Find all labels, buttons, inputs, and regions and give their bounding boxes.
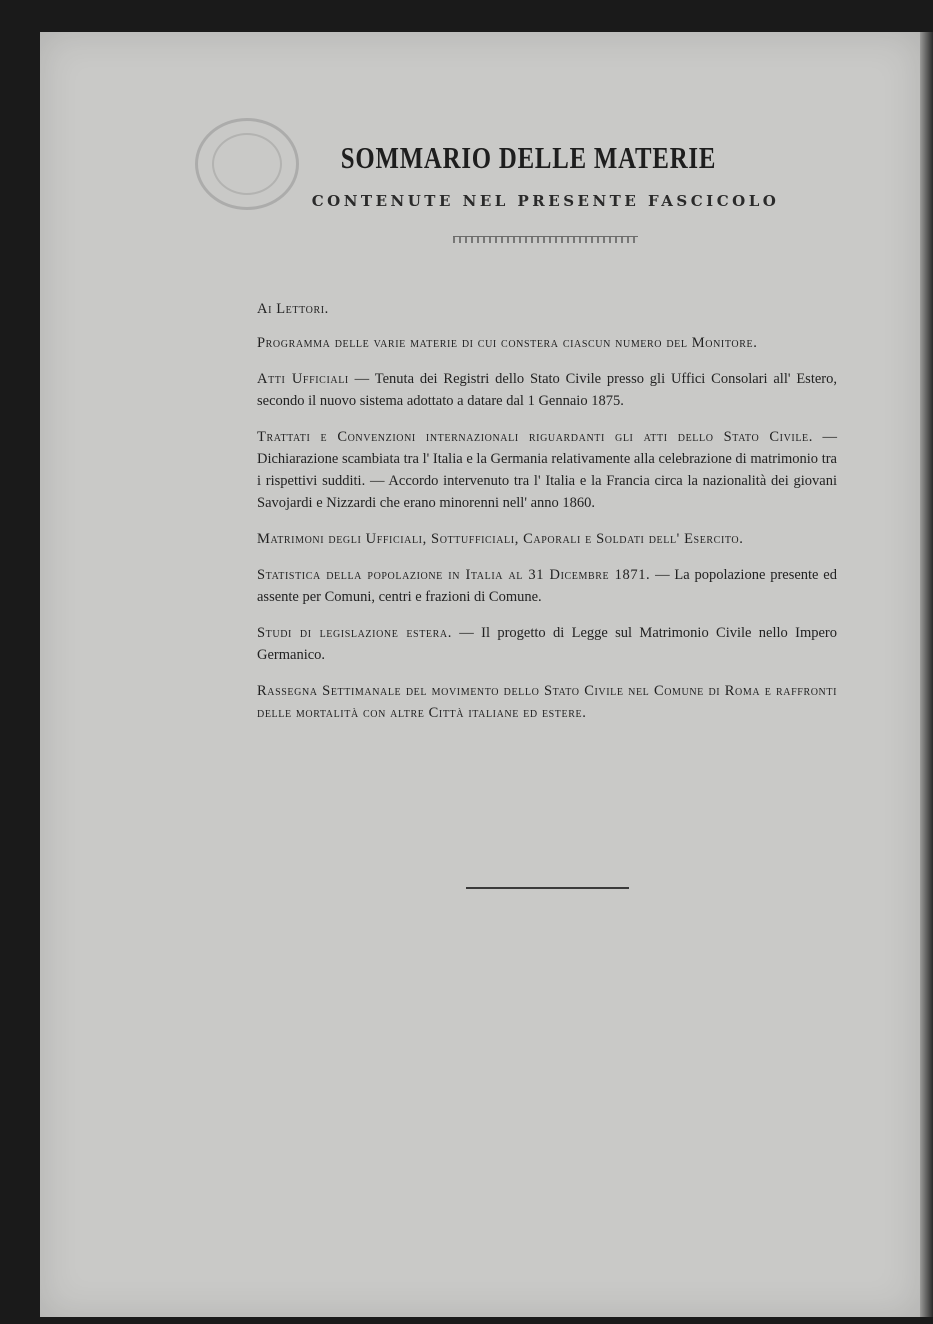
contents-list (257, 298, 837, 738)
closing-rule (466, 887, 629, 889)
entry-heading: Trattati e Convenzioni internazionali riguardanti gli atti dello Stato Civile. (257, 429, 813, 445)
entry-heading: Ai Lettori. (257, 301, 329, 317)
contents-entry (257, 528, 837, 550)
contents-entry (257, 564, 837, 608)
entry-heading: Studi di legislazione estera. (257, 625, 452, 641)
contents-entry (257, 368, 837, 412)
contents-entry (257, 622, 837, 666)
entry-heading: Matrimoni degli Ufficiali, Sottufficiali, Caporali e Soldati dell' Esercito. (257, 531, 744, 547)
entry-body: — Tenuta dei Registri dello Stato Civile presso gli Uffici Consolari all' Estero, secondo il nuovo sistema adottato a datare dal 1 Gennaio 1875. (257, 371, 837, 409)
entry-heading: Statistica della popolazione in Italia al 31 Dicembre 1871. (257, 567, 651, 583)
contents-entry (257, 332, 837, 354)
entry-heading: Rassegna Settimanale del movimento dello Stato Civile nel Comune di Roma e raffronti delle mortalità con altre Città italiane ed estere. (257, 683, 837, 721)
contents-entry (257, 426, 837, 514)
title-ornament (453, 236, 638, 243)
page-edge (920, 32, 933, 1317)
page-title: SOMMARIO DELLE MATERIE (340, 140, 717, 175)
contents-entry (257, 680, 837, 724)
contents-entry (257, 298, 837, 320)
entry-heading: Atti Ufficiali (257, 371, 349, 387)
entry-body: — Il progetto di Legge sul Matrimonio Civile nello Impero Germanico. (257, 625, 838, 663)
entry-heading: Programma delle varie materie di cui constera ciascun numero del Monitore. (257, 335, 758, 351)
entry-body: — La popolazione presente ed assente per Comuni, centri e frazioni di Comune. (257, 567, 837, 605)
page-subtitle: CONTENUTE NEL PRESENTE FASCICOLO (311, 192, 780, 210)
entry-body: — Dichiarazione scambiata tra l' Italia e la Germania relativamente alla celebrazione di matrimonio tra i rispettivi sudditi. — Accordo intervenuto tra l' Italia e la Francia circa la nazionalità dei giovani Savojardi e Nizzardi che erano minorenni nell' anno 1860. (257, 429, 838, 511)
